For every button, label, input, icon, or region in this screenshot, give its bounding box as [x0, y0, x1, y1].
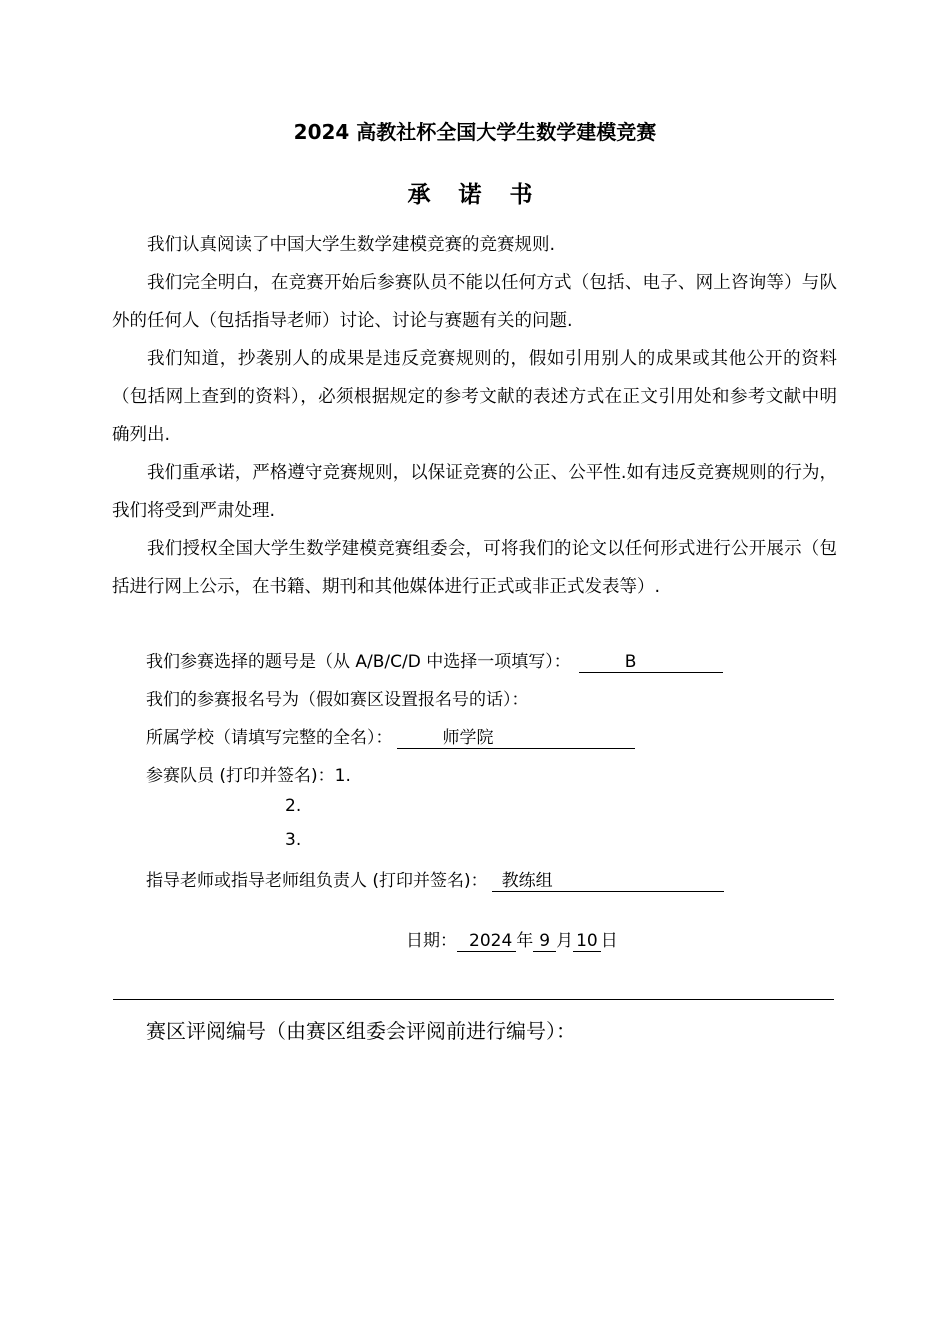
- date-day-value: 10: [576, 931, 598, 951]
- document-subtitle: 承 诺 书: [407, 182, 543, 208]
- paragraph-1: 我们认真阅读了中国大学生数学建模竞赛的竞赛规则.: [147, 235, 556, 255]
- registration-row: [146, 685, 529, 710]
- school-field[interactable]: [397, 728, 635, 749]
- paragraph-4: 我们重承诺，严格遵守竞赛规则，以保证竞赛的公正、公平性.如有违反竞赛规则的行为，我们将受到严肃处理.: [112, 463, 837, 521]
- date-year-unit: 年: [516, 931, 534, 951]
- date-month-unit: 月: [556, 931, 574, 951]
- problem-label: 我们参赛选择的题号是（从 A/B/C/D 中选择一项填写）：: [146, 652, 571, 672]
- school-value: 师学院: [442, 728, 494, 748]
- paragraph-5: 我们授权全国大学生数学建模竞赛组委会，可将我们的论文以任何形式进行公开展示（包括进行网上公示，在书籍、期刊和其他媒体进行正式或非正式发表等）.: [112, 539, 837, 597]
- member-2-number: 2.: [285, 796, 302, 816]
- section-divider: [113, 999, 834, 1000]
- advisor-row: [146, 866, 724, 892]
- problem-field[interactable]: [579, 652, 723, 673]
- date-day-field[interactable]: [573, 931, 601, 952]
- document-title: 2024 高教社杯全国大学生数学建模竞赛: [293, 120, 657, 144]
- school-row: [146, 723, 635, 749]
- problem-row: [146, 647, 723, 673]
- date-year-value: 2024: [469, 931, 513, 951]
- advisor-value: 教练组: [501, 871, 553, 891]
- advisor-field[interactable]: [492, 871, 724, 892]
- paragraph-2: 我们完全明白，在竞赛开始后参赛队员不能以任何方式（包括、电子、网上咨询等）与队外的任何人（包括指导老师）讨论、讨论与赛题有关的问题.: [112, 273, 837, 331]
- member-1-number: 1.: [334, 766, 351, 786]
- date-day-unit: 日: [600, 931, 618, 951]
- school-label: 所属学校（请填写完整的全名）：: [146, 728, 393, 748]
- date-month-field[interactable]: [533, 931, 556, 952]
- date-year-field[interactable]: [457, 931, 516, 952]
- problem-value: B: [624, 652, 637, 672]
- date-row: [406, 926, 618, 952]
- member-3-number: 3.: [285, 830, 302, 850]
- date-month-value: 9: [539, 931, 551, 951]
- review-number-label: 赛区评阅编号（由赛区组委会评阅前进行编号）：: [146, 1019, 576, 1043]
- registration-label: 我们的参赛报名号为（假如赛区设置报名号的话）：: [146, 690, 529, 710]
- members-row: [146, 761, 351, 786]
- advisor-label: 指导老师或指导老师组负责人 (打印并签名)：: [146, 871, 488, 891]
- members-label: 参赛队员 (打印并签名)：: [146, 766, 335, 786]
- date-label: 日期：: [406, 931, 457, 951]
- paragraph-3: 我们知道，抄袭别人的成果是违反竞赛规则的，假如引用别人的成果或其他公开的资料（包括网上查到的资料），必须根据规定的参考文献的表述方式在正文引用处和参考文献中明确列出.: [112, 349, 837, 445]
